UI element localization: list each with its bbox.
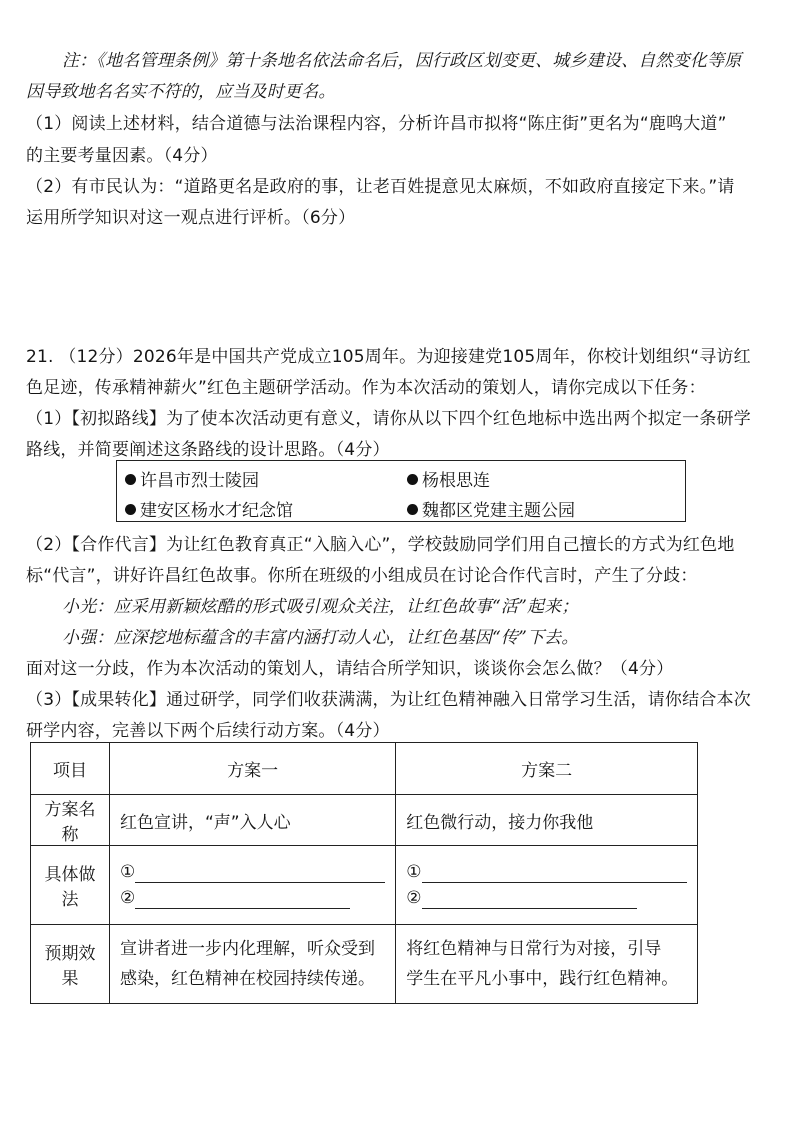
table-header-cell: 项目 bbox=[31, 743, 110, 795]
landmark-option: 许昌市烈士陵园 bbox=[125, 466, 259, 491]
q20-part1-line-2: 的主要考量因素。（4分） bbox=[26, 146, 218, 166]
action-plan-table bbox=[30, 742, 698, 1004]
q20-part2-line-2: 运用所学知识对这一观点进行评析。（6分） bbox=[26, 208, 356, 228]
q21-part3-line-1: （3）【成果转化】通过研学，同学们收获满满，为让红色精神融入日常学习生活，请你结合本次 bbox=[26, 690, 751, 710]
table-row bbox=[31, 846, 698, 925]
plan-2-method bbox=[396, 846, 698, 925]
xiaoguang-opinion: 小光：应采用新颖炫酷的形式吸引观众关注，让红色故事“活”起来； bbox=[62, 597, 579, 617]
plan-2-name: 红色微行动，接力你我他 bbox=[396, 795, 698, 846]
plan-2-effect: 将红色精神与日常行为对接，引导 学生在平凡小事中，践行红色精神。 bbox=[396, 925, 698, 1004]
table-header-cell: 方案二 bbox=[396, 743, 698, 795]
landmark-box bbox=[116, 460, 686, 522]
answer-line bbox=[135, 866, 385, 883]
bullet-icon bbox=[125, 504, 136, 515]
row-label: 预期效果 bbox=[31, 925, 110, 1004]
plan-1-name: 红色宣讲，“声”入人心 bbox=[110, 795, 396, 846]
bullet-icon bbox=[407, 504, 418, 515]
q21-intro-line-2: 色足迹，传承精神薪火”红色主题研学活动。作为本次活动的策划人，请你完成以下任务： bbox=[26, 378, 706, 398]
q21-part1-line-1: （1）【初拟路线】为了使本次活动更有意义，请你从以下四个红色地标中选出两个拟定一条研学 bbox=[26, 409, 751, 429]
note-line-1: 注：《地名管理条例》第十条地名依法命名后，因行政区划变更、城乡建设、自然变化等原 bbox=[62, 51, 742, 71]
xiaoqiang-opinion: 小强：应深挖地标蕴含的丰富内涵打动人心，让红色基因“传”下去。 bbox=[62, 628, 579, 648]
q21-part1-line-2: 路线，并简要阐述这条路线的设计思路。（4分） bbox=[26, 440, 390, 460]
row-label: 方案名称 bbox=[31, 795, 110, 846]
table-row bbox=[31, 795, 698, 846]
row-label: 具体做法 bbox=[31, 846, 110, 925]
table-header-cell: 方案一 bbox=[110, 743, 396, 795]
answer-line bbox=[422, 892, 637, 909]
bullet-icon bbox=[125, 474, 136, 485]
answer-line bbox=[422, 866, 687, 883]
q21-part2-line-3: 面对这一分歧，作为本次活动的策划人，请结合所学知识，谈谈你会怎么做？（4分） bbox=[26, 659, 674, 679]
landmark-option: 魏都区党建主题公园 bbox=[407, 496, 575, 521]
landmark-option: 杨根思连 bbox=[407, 466, 490, 491]
plan-1-method bbox=[110, 846, 396, 925]
answer-blank[interactable]: ② bbox=[406, 887, 687, 909]
bullet-icon bbox=[407, 474, 418, 485]
landmark-option: 建安区杨水才纪念馆 bbox=[125, 496, 293, 521]
q21-part3-line-2: 研学内容，完善以下两个后续行动方案。（4分） bbox=[26, 721, 390, 741]
q20-part1-line-1: （1）阅读上述材料，结合道德与法治课程内容，分析许昌市拟将“陈庄街”更名为“鹿鸣大道” bbox=[26, 114, 727, 134]
q21-part2-line-1: （2）【合作代言】为让红色教育真正“入脑入心”，学校鼓励同学们用自己擅长的方式为红色地 bbox=[26, 535, 735, 555]
table-header-row bbox=[31, 743, 698, 795]
q21-part2-line-2: 标“代言”，讲好许昌红色故事。你所在班级的小组成员在讨论合作代言时，产生了分歧： bbox=[26, 566, 698, 586]
answer-blank[interactable]: ② bbox=[120, 887, 385, 909]
plan-1-effect: 宣讲者进一步内化理解，听众受到 感染，红色精神在校园持续传递。 bbox=[110, 925, 396, 1004]
note-line-2: 因导致地名名实不符的，应当及时更名。 bbox=[26, 82, 336, 102]
q20-part2-line-1: （2）有市民认为：“道路更名是政府的事，让老百姓提意见太麻烦，不如政府直接定下来。”请 bbox=[26, 177, 735, 197]
answer-blank[interactable]: ① bbox=[120, 861, 385, 883]
answer-line bbox=[135, 892, 350, 909]
table-row bbox=[31, 925, 698, 1004]
answer-blank[interactable]: ① bbox=[406, 861, 687, 883]
q21-intro-line-1: 21. （12分）2026年是中国共产党成立105周年。为迎接建党105周年，你校计划组织“寻访红 bbox=[26, 347, 751, 367]
